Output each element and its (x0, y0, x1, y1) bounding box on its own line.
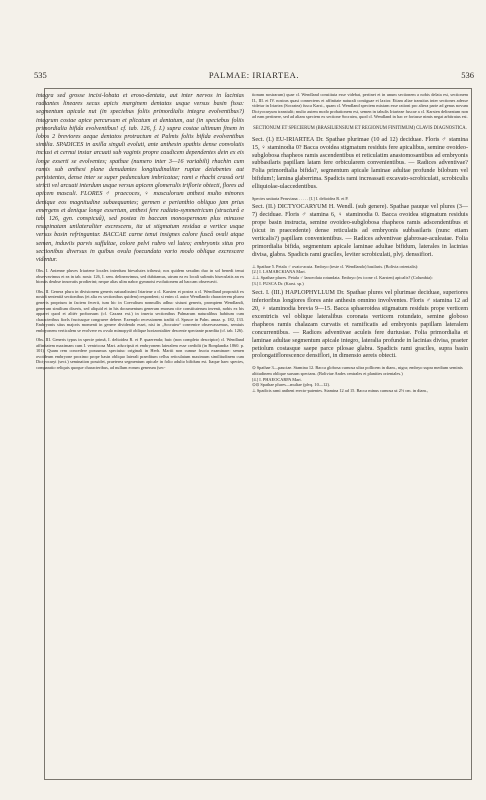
list-item: ⊥ Spadicis rami antheni erecto-patentes. Stamina 12 ad 15. Bacca minus carnosa ut 2½ cm. in diam., (252, 387, 429, 393)
list-item: ⊥⊥ Spathae plures. Petala ♂ lanceolata rotundata. Embryo (ex icone cl. Karsten) apicalis? (Columbia): (252, 275, 433, 281)
key-heading: SECTIONUM ET SPECIERUM (BRASILIENSIUM ET REGIONUM FINITIMUM) CLAVIS DIAGNOSTICA. (253, 125, 467, 131)
section-dictyocaryum-list (252, 264, 468, 286)
list-item: [2.] I. LAMARCKIANA Mart. (252, 269, 306, 275)
list-item: ⊥ Spathae 5. Petala ♂ ovato-acuta. Embryo (teste cl. Wendlando) basilaris. (Bolivia orientalis): (252, 263, 419, 269)
running-title: PALMAE: IRIARTEA. (208, 70, 300, 80)
page-number-right: 536 (461, 70, 474, 80)
list-item: ⊙ Spathae 3—pauciae. Stamina 12. Bacca globosa curnosa ultra pollicem in diam., nigra; embryo supra medium seminis altitudinem oblique sursum spectans. (Boliviae Andes centrales et planities orientales.) (252, 365, 463, 376)
continuation-paragraph: tionum nostrarum) quae cl. Wendland constituta esse videbat, pertinet et in unum sectionem a nobis delata est, sectionem II., III. et IV. nostras quasi connectens et affinitate naturali contiguae et laxior. Etiam aliae transitus inter sectiones adesse videtur in Iriartea (Socratea) fusca Karst., quam cl. Wendland speciem mixtam esse rationi pro altera parte ad genus novum Dictyocaryum transtulit; multo autem modo probationem est, semen in tabulis Iriarteae fuscae a cl. Karsten delineatum non ad eam pertinere, sed ad aliam speciem ex sectione Socratea, quod cl. Wendland in hac re fortasse nimis negat arbitratus est. (252, 92, 468, 120)
section-haplophyllum: Sect. I. (III.) HAPLOPHYLLUM Dr. Spathae plures vel plurimae deciduae, superiores inferioribus longiores flores ante anthesin omnino involventes. Floris ♂ stamina 12 ad 20, ♀ staminodia brevia 9—15. Bacca sphaeroidea stigmatum residuis prope verticem excentricis vel oblique lateralibus coronata verticem rotundato, semine globoso rhapheos ramis chalazam curvatis et ramificatis ad embryonis papillam lateralem concurrentibus. — Radices adventivae aculeis fere duriusiae. Folia primordialia et laminae adultae segmentum apicale integro, lateralia profunde in lacinias divisa, praeter petiolum costasque saepe parce pilosae glabra. Spadicis rami graciles, supra basin prolongatiflorescence densiflori, in dimensio aereis obtecti. (252, 290, 468, 360)
observation-3: Obs. III. Generis typus in specie primâ, I. deltoidea R. et P. quaerenda; huic (non completo descriptor) cl. Wendland affinitatem maximam cum I. ventricosa Mart. adscripsit et embryonem lateralem esse credidit (in Bonplandia 1860. p. 101). Quam rem concedere possumus speciuiuc originali in Herb. Martii non cumue fructu examinare: semen ovoideum embryone proximo prope basin obliquo laterali praeditum cellus reticulatum maximum similitudinem cum Dictyocaryi (sect.) semination possidet, praeterea segmentum apicale in folio adulto bifidum est. Itaque haec species, comparatio reliquis quoque characteribus, ad nullum eorum generum (sec- (36, 337, 244, 371)
main-description: integra sed grosse incisi-lobata et eroso-dentata, aut inter nervos in lacinias radiantes lineares secus apicis marginem dentatas usque versus basin fissa: segmentum apicale nut (in speciebus foliis primordialis integra evolventibus?) integrum costae apice percursum et plicatum et dentatum, aut (in speciebus foliis primordialia bifida evolventibus! cf. tab. 126, f. I.) supra costae ultimum finem in lobos 2 breviores aeque dentatos protractum et Palmis foliis bifida evolventibus similia. SPADICES in axilla singuli evoluti, ante anthesin spathis dense convolutis inclusi et cernui instar arcuati sub vaginis propre caudicem dependentes dein ex eis longe exserti se evolventes; spathae (numero inter 3—16 variabili) rhachin cum ramis sub anthesi plane denudantes longitudinaliter ruptae deiabentes aut persistentes, dense inter se super pedunculum imbricatae; rami e rhachi crassâ orti stricti vel arcuati interdum usque versus apicem glomerulis triflorie obtecti, flores ad apicem masculi. FLORES ♂ praecoces, ♀ masculorum anthesi multo minores denique eos magnitudine subaequantes; germen e perianthio obliquo jam prius emergens et denique longe exsertum, anthesi fere radiato-symmetricum (structurâ e tab. 126, gyn. conspicuâ), sed postea in baccam monospermam plus minusve resupinatam unilateraliter excrescens, ita ut stigmatum residua a vertice usque versus basin refringantur. BACCAE carne tenui insignes calore fuscâ ovali atque semen, induviis parvis suffultae, colore pelvi rubro vel luteo; embryonis situs pro sectionibus diversus in quibus ovula foecundata vario modo oblique excrescere videntur. (36, 93, 244, 264)
list-item: [4.] I. PHAEOCARPA Mart. (252, 376, 302, 382)
observation-2: Obs. II. Genera plura in divisionem generis naturalissimi Iriarteae a cl. Karsten et postea a cl. Wendland propositâ ex nostrâ sententiâ sectionibus (et alia ex sectionibus quidem) respondent; si enim cl. autor Wendlando characterem plurea generis proprium in faciem fecerit, tum hic in Coevalium nonnullis adhuc sistunt generis, promptem Wendlandi, generum similium dixeris, sed aliquid et in his documentum generum enorum cite constituterum invenit, nobis ex his apparet quod et alitér proborsum (cf. Caxaea ext.) in inserta sectionibus Palmarum naturalibus habitum cum characteribus fiorls fructusque congruere debere. Exemplo recessionem traditi cl. Spruce in Palm. amaz. p. 182, 133. Embryonis situs majoris momenti in genere dividendo esset, nisi in „Socratea“ convenire observassemus, semiuis embryonem verticalem se evolvere ex ovulo mimopytô oblique horizontaliter descente spectante praedita (cf. tab. 126). (36, 288, 244, 333)
list-item: [3.] I. FUSCA Dr. (Karst. sp.) (252, 280, 304, 286)
left-column (36, 92, 244, 375)
list-item: ⊙⊙ Spathae plures—multae (plvq. 10—12). (252, 382, 330, 388)
observation-1: Obs. I. Antenne pluves Iriartene locales interdum bievalutes triheusi; nos quidem sexalim duo in sol benedi tenui observavimus et ea in tab. nostr. 126, I. sem. delineavimus, sed dubitamus, utrum ea ex locali sulimtis biseculatis an ex bioniis deubse innovatis prodierint; neque alias ulim nabor gymnotsi evolutionem ad baccam observavit. (36, 268, 244, 285)
page-number-left: 535 (34, 70, 47, 80)
section-haplophyllum-list (252, 365, 468, 393)
right-column (252, 92, 468, 397)
section-dictyocaryum: Sect. (II.) DICTYOCARYUM H. Wendl. (sub genere). Spathae pauque vel plures (3—7) deciduae. Floris ♂ stamina 6, ♀ staminodia 0. Bacca ovoidea stigmatum residuis prope basin instructa, semine ovoideo-subglobosa rhapheos ramis adscendentibus et (sicut in praecedente) dense reticulatis ad embryonis subbasilaris (nunc etiam verticalis?) papillam convenientibus. — Radices adventivae glabrosae-aculeatae. Folia primordialia bifida, segmentum apicale laminae adultae bifidum, laterales in lacinias divisa, glabra. Spadicis rami graciles, leviter scrobiculati, plvj. denssifiori. (252, 204, 468, 258)
section-eu-iriartea-species: Species unitaria Peruviana . . . . . [I.] I. deltoidea R. et P. (252, 196, 349, 202)
section-eu-iriartea: Sect. (I.) EU-IRIARTEA Dr. Spathae plurimae (10 ad 12) deciduae. Floris ♂ stamina 15, ♀ staminodia 0? Bacca ovoidea stigmatum residuis fere apicalibus, semine ovoideo-subglobosa rhapheos ramis ascendentibus et reticulatim anastomosantibus ad embryonis subbasilaris papillam latam fere orbicularem convenientibus. — Radices adventivae? Folia primordialia bifida?, segmentum apicale laminae adultae profunde bilobum vel bifidum!; lamina glaberrima. Spadicis rami increassati excavato-scrobiculati, scrobiculis elliquiolae-ulaccedentibus. (252, 136, 468, 191)
